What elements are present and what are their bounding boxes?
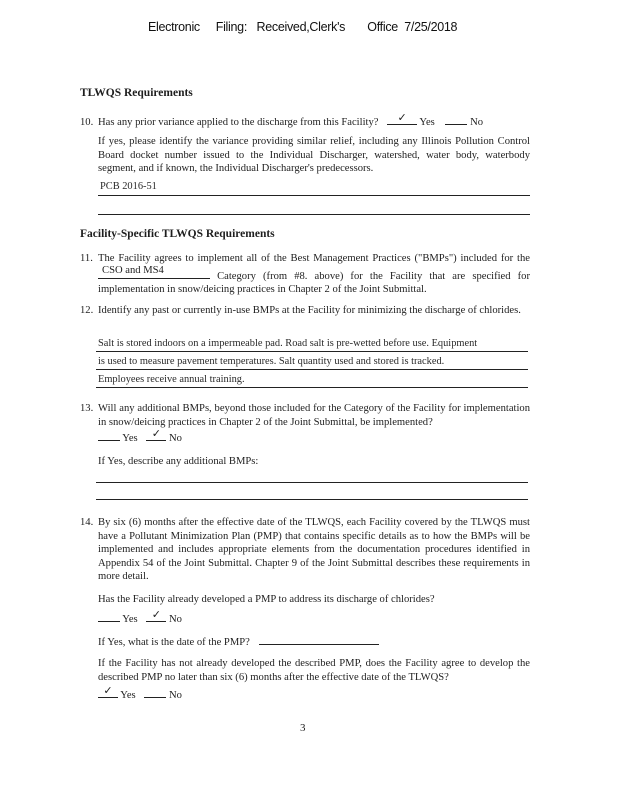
no-label: No	[169, 614, 182, 625]
category-blank[interactable]	[98, 266, 210, 279]
question-12	[80, 304, 530, 318]
pmp-date-blank[interactable]	[259, 632, 379, 645]
question-text-before: The Facility agrees to implement all of the Best Management Practices ("BMPs") included for the	[98, 253, 530, 264]
q13-yes-blank[interactable]	[98, 428, 120, 441]
category-value: CSO and MS4	[102, 265, 164, 276]
q10-answer-line-2[interactable]	[98, 214, 530, 215]
q12-answer-text-3: Employees receive annual training.	[98, 374, 245, 385]
question-text: Identify any past or currently in-use BMPs at the Facility for minimizing the discharge of chlorides.	[98, 305, 521, 316]
question-number: 10.	[80, 117, 94, 128]
question-text: By six (6) months after the effective date of the TLWQS, each Facility covered by the TLWQS must have a Pollutant Minimization Plan (PMP) that contains specific details as to how the BMPs will be implemented and includes appropriate elements from the documentation procedures identified in Appendix 54 of the Joint Submittal. Chapter 9 of the Joint Submittal describes these requirements in more detail.	[98, 517, 530, 583]
pmp-question: Has the Facility already developed a PMP to address its discharge of chlorides?	[98, 594, 435, 605]
question-number: 13.	[80, 403, 94, 414]
q13-options	[98, 428, 182, 444]
q10-followup: If yes, please identify the variance providing similar relief, including any Illinois Pollution Control Board docket number issued to the Individual Discharger, watershed, water body, waterbody segment, and if known, the Individual Discharger's predecessors.	[98, 136, 530, 175]
check-mark: ✓	[151, 609, 161, 621]
q13-followup: If Yes, describe any additional BMPs:	[98, 456, 259, 467]
yes-label: Yes	[120, 690, 136, 701]
question-text: Has any prior variance applied to the discharge from this Facility?	[98, 117, 379, 128]
q12-answer-line-3[interactable]	[96, 387, 528, 388]
yes-label: Yes	[122, 614, 138, 625]
q13-answer-line-1[interactable]	[96, 482, 528, 483]
section-heading-facility: Facility-Specific TLWQS Requirements	[80, 228, 275, 240]
q10-yes-blank[interactable]	[387, 112, 417, 125]
pmp-agree-question: If the Facility has not already developed the described PMP, does the Facility agree to develop the described PMP no later than six (6) months after the effective date of the TLWQS?	[98, 658, 530, 683]
q10-no-blank[interactable]	[445, 112, 467, 125]
question-text-after: Category (from #8. above) for the Facility that are specified for implementation in snow/deicing practices in Chapter 2 of the Joint Submittal.	[98, 270, 530, 296]
pmp-date-label: If Yes, what is the date of the PMP?	[98, 637, 250, 648]
question-text: Will any additional BMPs, beyond those included for the Category of the Facility for implementation in snow/deicing practices in Chapter 2 of the Joint Submittal, be implemented?	[98, 403, 530, 428]
yes-label: Yes	[122, 433, 138, 444]
no-label: No	[470, 117, 484, 128]
no-label: No	[169, 690, 182, 701]
q13-answer-line-2[interactable]	[96, 499, 528, 500]
question-10	[80, 112, 483, 128]
filing-header: Electronic Filing: Received,Clerk's Office 7/25/2018	[148, 20, 458, 34]
question-14	[80, 516, 530, 584]
section-heading-tlwqs: TLWQS Requirements	[80, 87, 193, 99]
question-number: 12.	[80, 305, 94, 316]
pmp-agree-options	[98, 685, 182, 701]
pmp-no-blank[interactable]	[146, 609, 166, 622]
q12-answer-line-1[interactable]	[96, 351, 528, 352]
q13-no-blank[interactable]	[146, 428, 166, 441]
check-mark: ✓	[151, 428, 161, 440]
q12-answer-line-2[interactable]	[96, 369, 528, 370]
pmp-yes-blank[interactable]	[98, 609, 120, 622]
q10-answer-line-1[interactable]	[98, 195, 530, 196]
pmp-options	[98, 609, 182, 625]
question-number: 11.	[80, 253, 93, 264]
question-13	[80, 402, 530, 429]
q10-answer-text: PCB 2016-51	[100, 181, 157, 192]
yes-label: Yes	[419, 117, 435, 128]
agree-yes-blank[interactable]	[98, 685, 118, 698]
q12-answer-text-1: Salt is stored indoors on a impermeable pad. Road salt is pre-wetted before use. Equipment	[98, 338, 478, 349]
check-mark: ✓	[397, 112, 407, 124]
check-mark: ✓	[103, 685, 113, 697]
q12-answer-text-2: is used to measure pavement temperatures. Salt quantity used and stored is tracked.	[98, 356, 445, 367]
page-number: 3	[300, 722, 306, 734]
agree-no-blank[interactable]	[144, 685, 166, 698]
pmp-date-question	[98, 632, 379, 648]
question-11	[80, 252, 530, 297]
question-number: 14.	[80, 517, 94, 528]
no-label: No	[169, 433, 182, 444]
